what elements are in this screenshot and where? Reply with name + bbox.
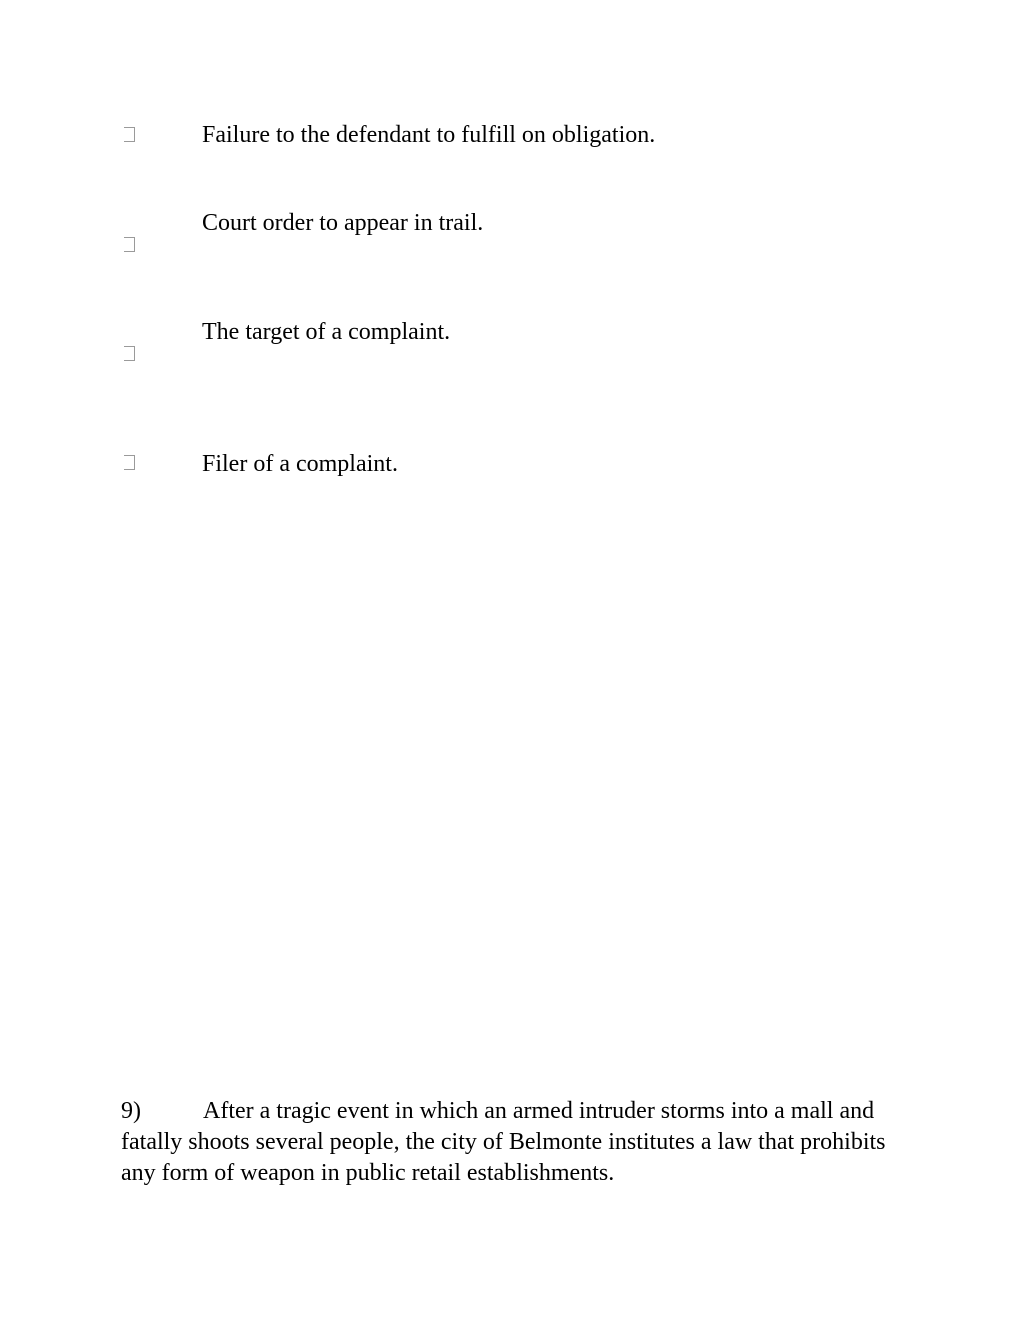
- question-number: 9): [121, 1098, 141, 1124]
- option-checkbox-1[interactable]: [124, 127, 135, 142]
- question-text: After a tragic event in which an armed intruder storms into a mall and fatally shoots several people, the city of Belmonte institutes a law that prohibits any form of weapon in public retail establishments.: [121, 1098, 886, 1186]
- option-checkbox-4[interactable]: [124, 455, 135, 470]
- option-checkbox-2[interactable]: [124, 237, 135, 252]
- option-text-3: The target of a complaint.: [202, 319, 451, 345]
- option-text-1: Failure to the defendant to fulfill on obligation.: [202, 122, 656, 148]
- option-text-4: Filer of a complaint.: [202, 451, 398, 477]
- option-checkbox-3[interactable]: [124, 346, 135, 361]
- question-9: [121, 1096, 901, 1189]
- option-text-2: Court order to appear in trail.: [202, 210, 484, 236]
